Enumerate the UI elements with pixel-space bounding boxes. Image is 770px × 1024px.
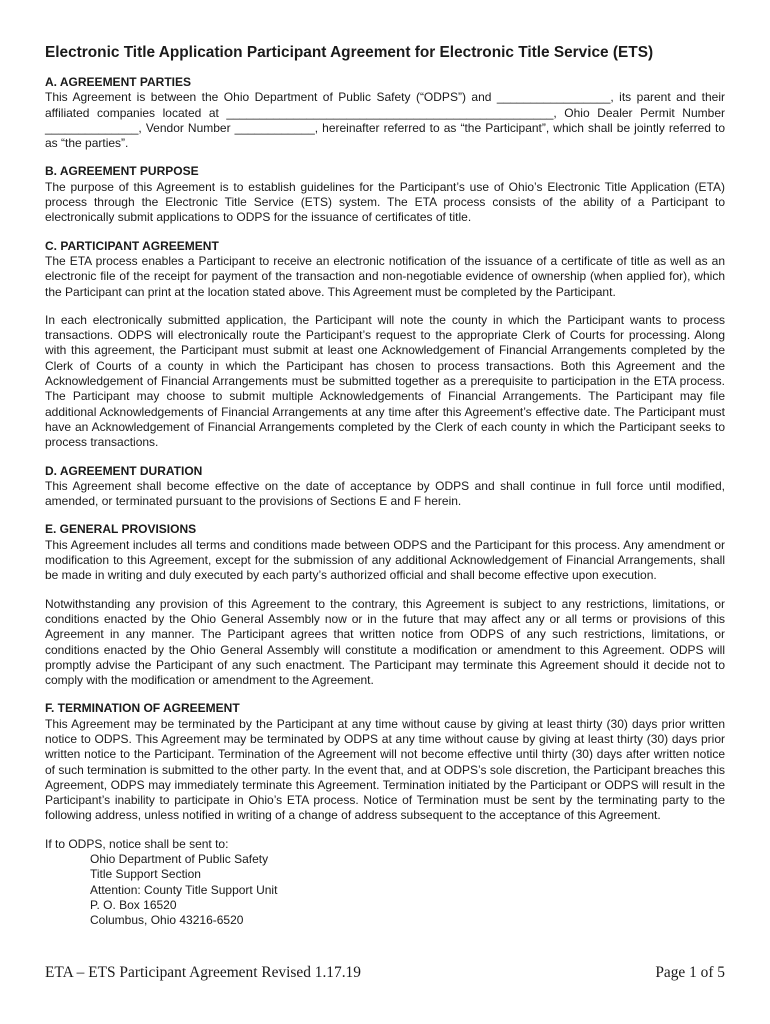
page-footer: [45, 964, 725, 982]
section-e-paragraph-1: This Agreement includes all terms and conditions made between ODPS and the Participant for this process. Any amendment or modification to this Agreement, except for the submission of any additional Acknowledgement of Financial Arrangements, shall be made in writing and duly executed by each party’s authorized official and shall become effective upon execution.: [45, 537, 725, 583]
section-b-heading: B. AGREEMENT PURPOSE: [45, 164, 199, 179]
section-f-heading: F. TERMINATION OF AGREEMENT: [45, 701, 240, 716]
section-c-heading: C. PARTICIPANT AGREEMENT: [45, 238, 219, 253]
section-b: [45, 164, 725, 225]
section-c-paragraph-2: In each electronically submitted application, the Participant will note the county in which the Participant wants to process transactions. ODPS will electronically route the Participant’s request to the appropriate Clerk of Courts for processing. Along with this agreement, the Participant must submit at least one Acknowledgement of Financial Arrangements completed by the Clerk of Courts of a county in which the Participant has chosen to process transactions. Both this Agreement and the Acknowledgement of Financial Arrangements must be submitted together as a prerequisite to participation in the ETA process. The Participant may choose to submit multiple Acknowledgements of Financial Arrangements. The Participant may file additional Acknowledgements of Financial Arrangements at any time after this Agreement’s effective date. The Participant must have an Acknowledgement of Financial Arrangements completed by the Clerk of each county in which the Participant seeks to process transactions.: [45, 312, 725, 450]
document-title: Electronic Title Application Participant Agreement for Electronic Title Service (ETS): [45, 44, 654, 61]
address-line: Title Support Section: [90, 867, 201, 882]
section-c-paragraph-1: The ETA process enables a Participant to receive an electronic notification of the issuance of a certificate of title as well as an electronic file of the receipt for payment of the transaction and non-negotiable evidence of ownership (when applied for), which the Participant can print at the location stated above. This Agreement must be completed by the Participant.: [45, 253, 725, 299]
address-line: P. O. Box 16520: [90, 897, 177, 912]
address-line: Ohio Department of Public Safety: [90, 852, 269, 867]
odps-address: [90, 852, 725, 928]
section-f-paragraph: This Agreement may be terminated by the Participant at any time without cause by giving at least thirty (30) days prior written notice to ODPS. This Agreement may be terminated by ODPS at any time without cause by giving at least thirty (30) days prior written notice to the Participant. Termination of the Agreement will not become effective until thirty (30) days after written notice of such termination is submitted to the other party. In the event that, and at ODPS’s sole discretion, the Participant breaches this Agreement, ODPS may immediately terminate this Agreement. Termination initiated by the Participant or ODPS will result in the Participant’s inability to participate in Ohio’s ETA process. Notice of Termination must be sent by the terminating party to the following address, unless notified in writing of a change of address subsequent to the acceptance of this Agreement.: [45, 716, 725, 823]
footer-page-number: Page 1 of 5: [655, 964, 725, 981]
address-line: Attention: County Title Support Unit: [90, 882, 278, 897]
section-d-heading: D. AGREEMENT DURATION: [45, 463, 203, 478]
section-f: [45, 701, 725, 928]
notice-intro: If to ODPS, notice shall be sent to:: [45, 836, 229, 851]
section-a: [45, 75, 725, 151]
document-body: [45, 44, 725, 929]
footer-revision: ETA – ETS Participant Agreement Revised 1.17.19: [45, 964, 361, 981]
address-line: Columbus, Ohio 43216-6520: [90, 913, 244, 928]
section-b-paragraph: The purpose of this Agreement is to establish guidelines for the Participant’s use of Ohio’s Electronic Title Application (ETA) process through the Electronic Title Service (ETS) system. The ETA process consists of the ability of a Participant to electronically submit applications to ODPS for the issuance of certificates of title.: [45, 179, 725, 225]
section-d: [45, 464, 725, 510]
section-e-paragraph-2: Notwithstanding any provision of this Agreement to the contrary, this Agreement is subject to any restrictions, limitations, or conditions enacted by the Ohio General Assembly now or in the future that may affect any or all terms or provisions of this Agreement in any manner. The Participant agrees that written notice from ODPS of any such restrictions, limitations, or conditions enacted by the Ohio General Assembly will constitute a modification or amendment to this Agreement. ODPS will promptly advise the Participant of any such enactment. The Participant may terminate this Agreement should it decide not to comply with the modification or amendment to the Agreement.: [45, 596, 725, 688]
section-c: [45, 239, 725, 451]
section-e: [45, 522, 725, 688]
section-d-paragraph: This Agreement shall become effective on the date of acceptance by ODPS and shall continue in full force until modified, amended, or terminated pursuant to the provisions of Sections E and F herein.: [45, 478, 725, 509]
section-a-heading: A. AGREEMENT PARTIES: [45, 75, 192, 89]
section-e-heading: E. GENERAL PROVISIONS: [45, 522, 197, 537]
section-a-paragraph: This Agreement is between the Ohio Department of Public Safety (“ODPS”) and _________________, its parent and their affiliated companies located at _________________________________________________, Ohio Dealer Permit Number ______________, Vendor Number ____________, hereinafter referred to as “the Participant”, which shall be jointly referred to as “the parties”.: [45, 90, 725, 151]
